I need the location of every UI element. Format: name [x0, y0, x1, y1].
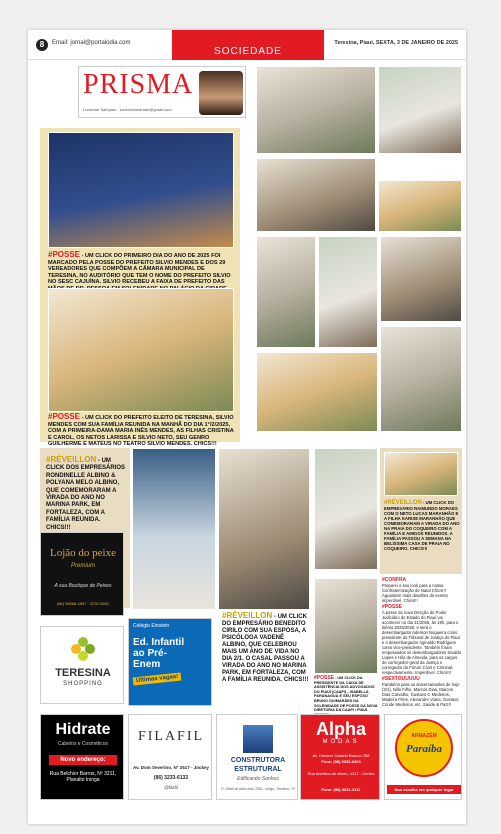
- ad-armazem-paraiba[interactable]: [384, 714, 462, 800]
- page-number: 8: [36, 39, 48, 51]
- ad-teresina-shopping[interactable]: [40, 626, 124, 704]
- ad-construtora[interactable]: [216, 714, 298, 800]
- alpha-fone2: Fone: (86) 3221-3111: [321, 787, 361, 792]
- reveillon3-photo: [314, 448, 378, 570]
- escola-label: Colégio Einstein: [133, 623, 170, 629]
- grid-photo-7: [380, 236, 462, 322]
- armazem-name: Paraíba: [405, 743, 443, 755]
- filafil-name: FILAFIL: [137, 729, 205, 744]
- reveillon3-box: [380, 448, 462, 574]
- columnist-avatar: [199, 71, 243, 115]
- ad-lojao-do-peixe[interactable]: [40, 532, 124, 616]
- grid-photo-4: [378, 180, 462, 232]
- alpha-name: Alpha: [315, 719, 366, 739]
- lojao-title: Lojão do peixe: [50, 547, 116, 559]
- alpha-addr1: Av. Homero Castelo Branco 258: [312, 753, 370, 758]
- posse2-caption: #POSSE - UM CLICK DO PREFEITO ELEITO DE TERESINA, SILVIO MENDES COM SUA FAMÍLIA REUNIDA NA MANHÃ DO DIA 1°/2/2025, COM A PRIMEIRA-DAMA MARIA INÊS MENDES, AS FILHAS CRISTINA E CAROL, OS NETOS LARISSA E SILVIO NETO, SEU GENRO GUILHERME E MATEUS NO TEATRO SILVIO MENDES. CHICS!!!: [48, 412, 234, 448]
- filafil-address: Av. Dom Severino, Nº 2517 - Jockey: [133, 765, 209, 770]
- construtora-name: CONSTRUTORA: [230, 757, 286, 764]
- grid-photo-6: [318, 236, 378, 348]
- note-confra-text: Preparei o seu look para a nossa Confraternização de Natal Chics!!! Aguardem mais detalhes do evento imperdível. Chics!!!: [382, 583, 448, 603]
- armazem-logo-badge: [395, 719, 453, 777]
- hidrate-title: Hidrate: [55, 721, 111, 738]
- ad-colegio[interactable]: [128, 618, 212, 706]
- grid-photo-5: [256, 236, 316, 348]
- posse-photo-family: [48, 288, 234, 412]
- lojao-sub: Premium: [70, 563, 95, 569]
- hidrate-tag: Novo endereço:: [49, 755, 117, 765]
- lojao-tagline: A sua Boutique de Peixes: [54, 583, 112, 589]
- grid-photo-1: [256, 66, 376, 154]
- ad-alpha-modas[interactable]: [300, 714, 380, 800]
- posse3-photo: [314, 578, 378, 674]
- header-date: Teresina, Piauí, SEXTA, 3 DE JANEIRO DE 2025: [334, 40, 458, 46]
- shopping-sub: SHOPPING: [63, 681, 103, 687]
- hidrate-sub: Cabelos e Cosméticos: [57, 741, 109, 747]
- reveillon1-caption: #RÉVEILLON - UM CLICK DOS EMPRESÁRIOS RONDINELLE ALBINO & POLYANA MELO ALBINO, QUE COMEMORARAM A VIRADA DO ANO NO MARINA PARK, EM FORTALEZA, COM A FAMÍLIA REUNIDA. CHICS!!!: [46, 455, 126, 531]
- prisma-byline: Lucienne Sampaio - lucienneandrade@gmail.com: [83, 107, 172, 112]
- alpha-addr2: Rua Areolino de Abreu, 1317 - Centro: [307, 771, 375, 776]
- hidrate-address: Rua Belchior Barros, Nº 3211, Planalto Ininga: [49, 771, 117, 783]
- posse-panel: [40, 128, 240, 448]
- reveillon3-caption: #RÉVEILLON - UM CLICK DO EMPRESÁRIO RAIMUNDO MORAES COM O NETO LUCAS MARANHÃO E A FILHA KARISE MARANHÃO QUE COMEMORARAM A VIRADA DO ANO NA PRAIA DO COQUEIRO COM A FAMÍLIA E AMIGOS REUNIDOS. A FAMÍLIA PASSOU A SEMANA NA BELÍSSIMA CASA DE PRAIA NO COQUEIRO. CHICS!!!: [384, 500, 460, 551]
- alpha-sub: MODAS: [322, 739, 360, 745]
- grid-photo-3: [256, 158, 376, 232]
- notes-column: [382, 578, 462, 730]
- grid-photo-2: [378, 66, 462, 154]
- filafil-social: @filafil: [164, 785, 178, 790]
- note-posse-tag: #POSSE: [382, 604, 403, 610]
- ad-filafil[interactable]: [128, 714, 212, 800]
- lojao-phone: (86) 98868-4857 · 3232-5652: [56, 601, 110, 606]
- reveillon2-photo: [218, 448, 310, 610]
- posse1-caption: #POSSE - UM CLICK DO PRIMEIRO DIA DO ANO DE 2025 FOI MARCADO PELA POSSE DO PREFEITO SILVIO MENDES E DOS 29 VEREADORES QUE COMPÕEM A CÂMARA MUNICIPAL DE TERESINA, NO AUDITÓRIO QUE TEM O NOME DO PREFEITO SILVIO NO SESC CAJUÍNA. SILVIO RECEBEU A FAIXA DE PREFEITO DAS: [48, 250, 231, 286]
- reveillon3-photo-small: [384, 452, 458, 496]
- grid-photo-9: [380, 326, 462, 432]
- construtora-sub: ESTRUTURAL: [234, 766, 282, 773]
- reveillon2-caption: #RÉVEILLON - UM CLICK DO EMPRESÁRIO BENEDITO CIRILO COM SUA ESPOSA, A PSICÓLOGA VADENÊ ALBINO, QUE CELEBROU MAIS UM ANO DE VIDA NO DIA 2/1. O CASAL PASSOU A VIRADA DO ANO NO MARINA PARK, EM FORTALEZA, COM A FAMÍLIA REUNIDA. CHICS!!!: [222, 611, 309, 683]
- alpha-fone1: Fone: (86) 3232-9400: [321, 759, 361, 764]
- construtora-logo-icon: [243, 725, 273, 753]
- escola-badge: Últimas vagas!: [133, 672, 182, 685]
- note-posse-text: A posse da nova Direção do Poder Judiciário do Estado do Piauí vai acontecer no dia 31/2025, às 19h, para o biênio 2025/2026, e será o desembargador Aderson Nogueira como presidente do Tribunal de Justiça do Piauí e o desembargador Aginaldo Rodrigues como vice-presidente. Também foram empossados os desembargadores Sivaldo Lopes e Hilo de Almeida, para os cargos de corregedor-geral da Justiça e corregedor do Fórum Cível e Criminal, respectivamente. Imperdível. Chics!!!: [382, 610, 462, 675]
- shopping-logo-icon: [71, 637, 95, 661]
- posse-photo-ceremony: [48, 132, 234, 248]
- reveillon1-photo: [132, 448, 216, 610]
- note-sextou-tag: #SEXTOUUUUU: [382, 676, 420, 682]
- armazem-tagline: Sua escolha em qualquer lugar: [387, 785, 461, 794]
- construtora-address: R. Gentil de Arêa Leão, 2353 - Ininga - Teresina - PI: [221, 787, 295, 791]
- armazem-title: ARMAZÉM: [411, 733, 437, 739]
- section-title: SOCIEDADE: [172, 30, 324, 60]
- header-email: Email: jornal@portalodia.com: [52, 40, 131, 46]
- grid-photo-8: [256, 352, 378, 432]
- prisma-column-logo: [78, 66, 246, 118]
- page-header: [28, 30, 466, 60]
- shopping-name: TERESINA: [55, 667, 111, 679]
- note-sextou-text: Parabéns para os aniversariantes de hoje (3/1), Nillo Filho, Marcos Dias, Marcos Dias Carvalho, Gustavo C Medeiros, Madeira Pires, Alexandre Viana, Gustavo Conde Medeiros, etc. Saúde & Paz!!!: [382, 682, 460, 707]
- posse3-caption: #POSSE - UM CLICK DA PRESIDENTE DA CAIXA DE ASSISTÊNCIA DOS ADVOGADOS DO PIAUÍ (CAAPI) - ISABELLA PARANAGUÁ E SEU ESPOSO BRUNO GUIMARÃES NA SOLENIDADE DE POSSE DA NOVA DIRETORIA DA CAAPI / PIAUÍ.: [314, 675, 378, 713]
- ad-hidrate[interactable]: [40, 714, 124, 800]
- newspaper-page: [28, 30, 466, 824]
- note-confra-tag: #CONFRA: [382, 577, 407, 583]
- escola-title: Ed. Infantil ao Pré-Enem: [133, 637, 185, 670]
- construtora-signature: Edificando Sonhos: [237, 776, 279, 782]
- prisma-title: PRISMA: [83, 69, 194, 100]
- filafil-phone: (86) 3233-6133: [153, 775, 189, 781]
